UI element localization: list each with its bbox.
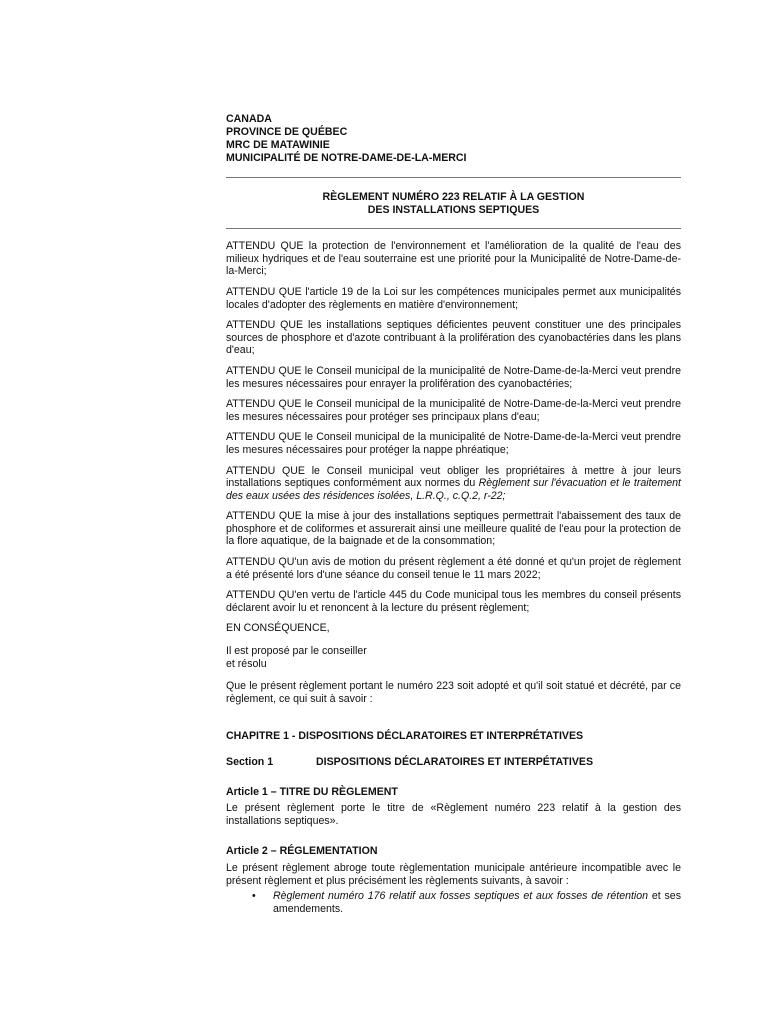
article-1-text: Le présent règlement porte le titre de «Règlement numéro 223 relatif à la gestion des installations septiques». <box>226 802 681 827</box>
proposed-by-line: Il est proposé par le conseiller <box>226 645 367 658</box>
preamble-paragraph: ATTENDU QUE la protection de l'environnement et l'amélioration de la qualité de l'eau des milieux hydriques et de l'eau souterraine est une priorité pour la Municipalité de Notre-Dame-de-la-Merci; <box>226 240 681 278</box>
preamble-paragraph: ATTENDU QU'en vertu de l'article 445 du Code municipal tous les membres du conseil présents déclarent avoir lu et renoncent à la lecture du présent règlement; <box>226 589 681 614</box>
top-divider <box>226 177 681 178</box>
adoption-paragraph: Que le présent règlement portant le numéro 223 soit adopté et qu'il soit statué et décrété, par ce règlement, ce qui suit à savoir : <box>226 680 681 705</box>
header-country: CANADA <box>226 113 272 125</box>
preamble-paragraph: ATTENDU QUE le Conseil municipal de la municipalité de Notre-Dame-de-la-Merci veut prendre les mesures nécessaires pour protéger ses principaux plans d'eau; <box>226 398 681 423</box>
bullet-icon: • <box>252 890 256 903</box>
jurisdiction-header <box>226 113 681 165</box>
preamble-paragraph: ATTENDU QUE la mise à jour des installations septiques permettrait l'abaissement des taux de phosphore et de coliformes et assurerait ainsi une meilleure qualité de l'eau pour la protection de la flore aquatique, de la baignade et de la consommation; <box>226 510 681 548</box>
header-municipality: MUNICIPALITÉ DE NOTRE-DAME-DE-LA-MERCI <box>226 152 467 164</box>
preamble-text: ATTENDU QUE le Conseil municipal veut obliger les propriétaires à mettre à jour leurs installations septiques conformément aux normes du <box>226 464 681 490</box>
bylaw-title-line2: DES INSTALLATIONS SEPTIQUES <box>367 203 540 216</box>
preamble-paragraph: ATTENDU QUE les installations septiques déficientes peuvent constituer une des principales sources de phosphore et d'azote contribuant à la prolifération des cyanobactéries dans les plans d'eau; <box>226 319 681 357</box>
repealed-bylaw-suffix: et ses amendements. <box>273 890 681 915</box>
article-2-heading: Article 2 – RÉGLEMENTATION <box>226 845 378 858</box>
section-heading <box>226 756 681 769</box>
preamble-paragraph: ATTENDU QU'un avis de motion du présent règlement a été donné et qu'un projet de règlement a été présenté lors d'une séance du conseil tenue le 11 mars 2022; <box>226 556 681 581</box>
title-divider <box>226 228 681 229</box>
bylaw-title-line1: RÈGLEMENT NUMÉRO 223 RELATIF À LA GESTION <box>322 191 585 203</box>
preamble-paragraph: ATTENDU QUE le Conseil municipal de la municipalité de Notre-Dame-de-la-Merci veut prendre les mesures nécessaires pour protéger la nappe phréatique; <box>226 431 681 456</box>
list-item <box>226 890 681 915</box>
repealed-bylaw-title: Règlement numéro 176 relatif aux fosses septiques et aux fosses de rétention <box>273 890 649 903</box>
preamble-paragraph <box>226 465 681 503</box>
resolution-block <box>226 645 681 670</box>
repealed-bylaws-list <box>226 890 681 915</box>
consequence-line: EN CONSÉQUENCE, <box>226 622 330 635</box>
header-mrc: MRC DE MATAWINIE <box>226 139 330 151</box>
regulation-reference: Règlement sur l'évacuation et le traitement des eaux usées des résidences isolées, L.R.Q., c.Q.2, r-22; <box>226 477 681 502</box>
bylaw-title <box>226 191 681 216</box>
header-province: PROVINCE DE QUÉBEC <box>226 126 348 138</box>
document-page <box>226 113 681 915</box>
section-title: DISPOSITIONS DÉCLARATOIRES ET INTERPÉTATIVES <box>316 756 594 768</box>
resolved-line: et résolu <box>226 657 267 670</box>
preamble-paragraph: ATTENDU QUE l'article 19 de la Loi sur les compétences municipales permet aux municipalités locales d'adopter des règlements en matière d'environnement; <box>226 285 681 311</box>
article-2-text: Le présent règlement abroge toute règlementation municipale antérieure incompatible avec le présent règlement et plus précisément les règlements suivants, à savoir : <box>226 861 681 887</box>
section-number: Section 1 <box>226 756 274 768</box>
chapter-heading: CHAPITRE 1 - DISPOSITIONS DÉCLARATOIRES ET INTERPRÉTATIVES <box>226 730 584 743</box>
article-1-heading: Article 1 – TITRE DU RÈGLEMENT <box>226 785 398 798</box>
preamble-paragraph: ATTENDU QUE le Conseil municipal de la municipalité de Notre-Dame-de-la-Merci veut prendre les mesures nécessaires pour enrayer la prolifération des cyanobactéries; <box>226 364 681 390</box>
